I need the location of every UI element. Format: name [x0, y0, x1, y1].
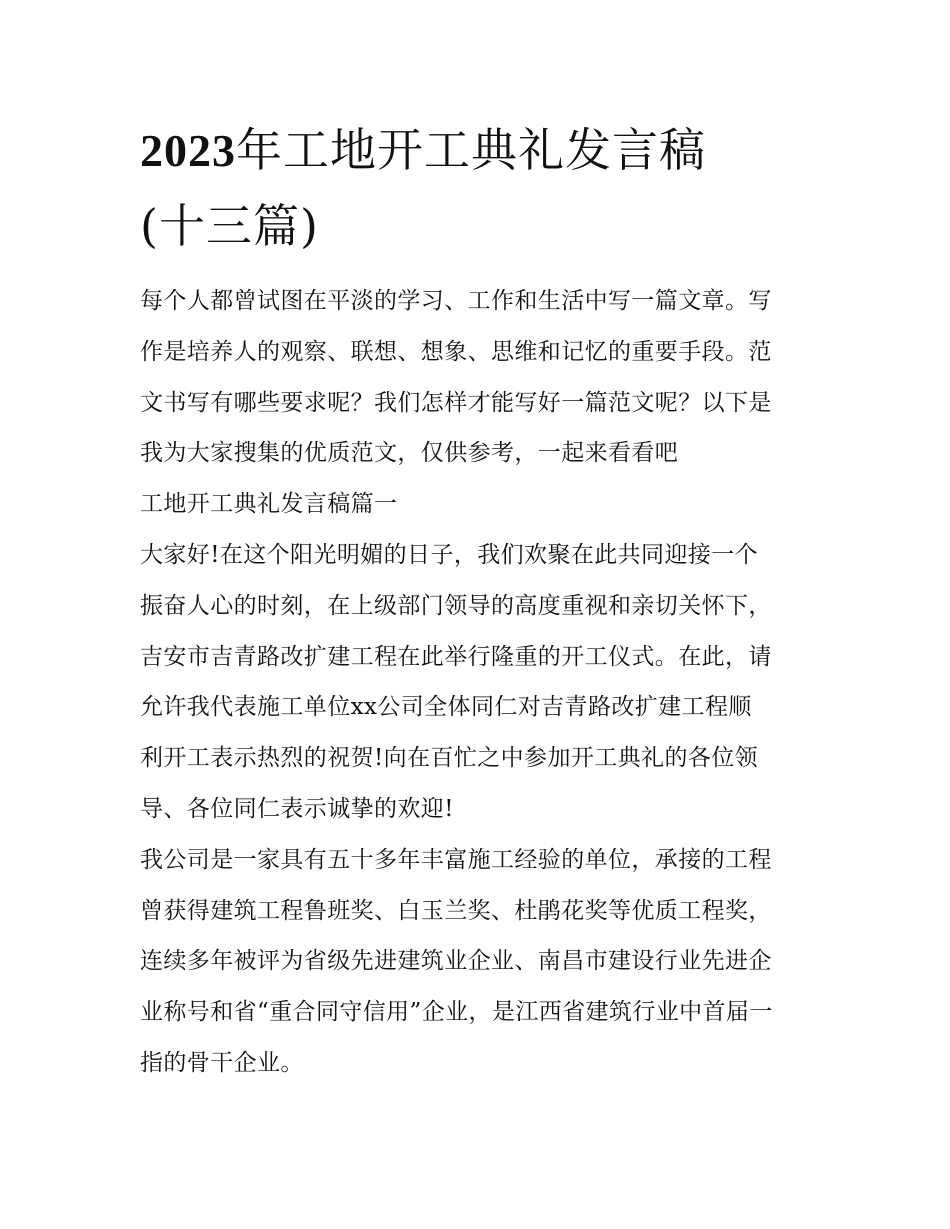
- document-body: [140, 276, 820, 1089]
- greeting-paragraph: [140, 530, 820, 835]
- company-paragraph: [140, 835, 820, 1089]
- title-line-1: [140, 112, 820, 188]
- text-line: 吉安市吉青路改扩建工程在此举行隆重的开工仪式。在此，请: [140, 643, 772, 670]
- text-line: 作是培养人的观察、联想、想象、思维和记忆的重要手段。范: [140, 338, 772, 365]
- text-line: 文书写有哪些要求呢？我们怎样才能写好一篇范文呢？以下是: [140, 389, 772, 416]
- text-line: 连续多年被评为省级先进建筑业企业、南昌市建设行业先进企: [140, 948, 772, 975]
- text-line: 我为大家搜集的优质范文，仅供参考，一起来看看吧: [140, 440, 679, 467]
- text-line: 曾获得建筑工程鲁班奖、白玉兰奖、杜鹃花奖等优质工程奖，: [140, 897, 772, 924]
- text-line: 利开工表示热烈的祝贺!向在百忙之中参加开工典礼的各位领: [140, 745, 759, 772]
- title-line-2: (十三篇): [140, 199, 319, 253]
- text-line: 振奋人心的时刻，在上级部门领导的高度重视和亲切关怀下，: [140, 592, 772, 619]
- text-line: 每个人都曾试图在平淡的学习、工作和生活中写一篇文章。写: [140, 288, 772, 314]
- document-title: [140, 112, 820, 264]
- text-line: 业称号和省“重合同守信用”企业，是江西省建筑行业中首届一: [140, 999, 773, 1026]
- text-line: 导、各位同仁表示诚挚的欢迎!: [140, 795, 454, 822]
- text-line: 允许我代表施工单位xx公司全体同仁对吉青路改扩建工程顺: [140, 694, 752, 721]
- section-heading: [140, 479, 820, 530]
- text-line: 指的骨干企业。: [140, 1049, 304, 1076]
- section-heading-text: 工地开工典礼发言稿篇一: [140, 491, 398, 518]
- intro-paragraph: [140, 276, 820, 479]
- title-year: 2023: [140, 125, 236, 176]
- text-line: 我公司是一家具有五十多年丰富施工经验的单位，承接的工程: [140, 846, 772, 873]
- title-text: 年工地开工典礼发言稿: [236, 123, 706, 177]
- text-line: 大家好!在这个阳光明媚的日子，我们欢聚在此共同迎接一个: [140, 541, 759, 568]
